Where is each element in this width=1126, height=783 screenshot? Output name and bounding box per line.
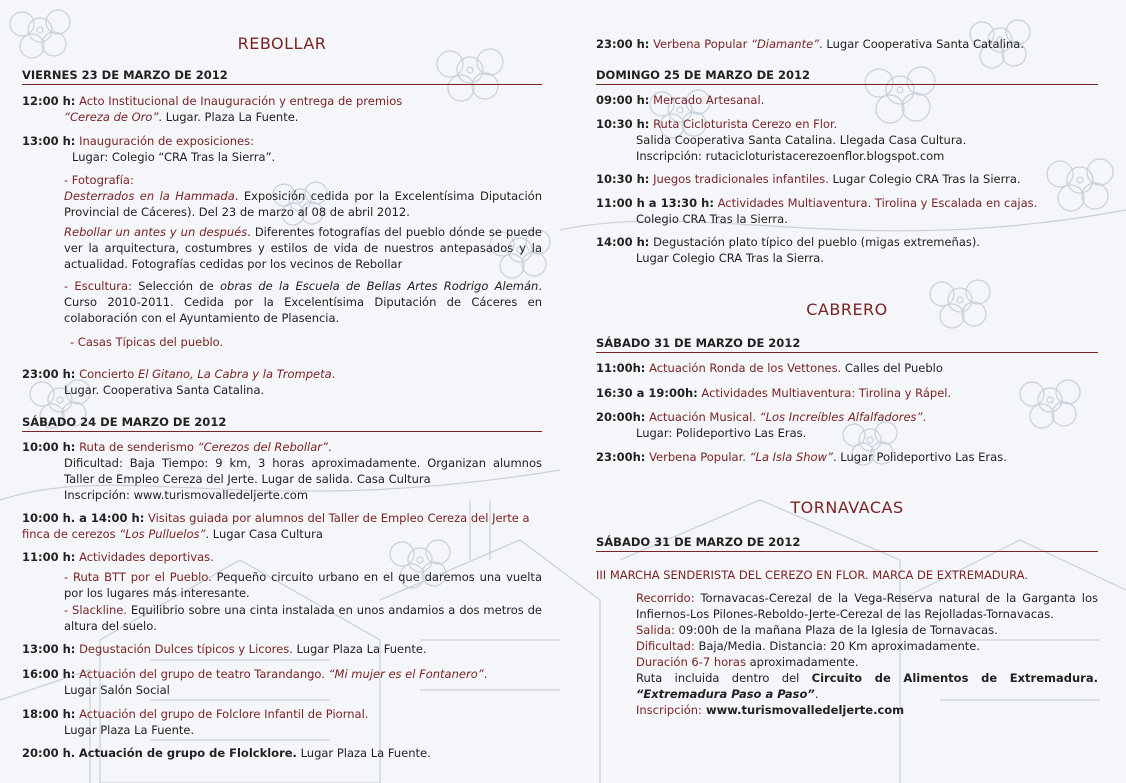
- event-title: Concierto: [79, 367, 138, 381]
- event-time: 18:00 h:: [22, 707, 76, 721]
- event-1030-cycling: [596, 116, 1098, 164]
- event-subtitle: “Mi mujer es el Fontanero”: [328, 667, 484, 681]
- duration-text: aproximadamente.: [745, 655, 859, 669]
- departure-text: 09:00h de la mañana Plaza de la Iglesia de Tornavacas.: [674, 623, 998, 637]
- event-title: Juegos tradicionales infantiles.: [653, 172, 829, 186]
- event-title: Actividades Multiaventura: Tirolina y Rápel.: [701, 386, 952, 400]
- event-time: 12:00 h:: [22, 94, 76, 108]
- event-time: 23:00 h:: [22, 367, 76, 381]
- event-subtitle: “Cereza de Oro”: [64, 110, 159, 124]
- sculpture-desc: . Curso 2010-2011. Cedida por la Excelentísima Diputación de Cáceres en colaboración con el Ayuntamiento de Plasencia.: [64, 279, 542, 325]
- event-place: Lugar Plaza La Fuente.: [292, 642, 427, 656]
- event-1400-tasting: [596, 234, 1098, 266]
- circuit-slogan: “Extremadura Paso a Paso”: [636, 687, 815, 701]
- event-title: Degustación plato típico del pueblo (migas extremeñas).: [653, 235, 981, 249]
- march-details: [636, 590, 1098, 718]
- route-label: Recorrido:: [636, 591, 695, 605]
- event-place: Calles del Pueblo: [841, 361, 943, 375]
- event-place: Colegio CRA Tras la Sierra.: [636, 212, 788, 226]
- event-registration: Inscripción: www.turismovalledeljerte.com: [64, 488, 309, 502]
- march-route: [636, 590, 1098, 622]
- town-title-tornavacas: TORNAVACAS: [790, 498, 904, 517]
- event-1600-theatre: [22, 666, 542, 698]
- photo-exhibition: [64, 172, 542, 272]
- photo-title-2: Rebollar un antes y un después: [64, 225, 248, 239]
- btt-label: - Ruta BTT por el Pueblo.: [64, 570, 212, 584]
- event-title: Ruta Cicloturista Cerezo en Flor.: [653, 117, 838, 131]
- event-route: Salida Cooperativa Santa Catalina. Llegada Casa Cultura.: [636, 133, 967, 147]
- event-subtitle: “Diamante”: [750, 37, 820, 51]
- event-place: . Lugar Casa Cultura: [205, 527, 323, 541]
- event-2000-music: [596, 409, 1098, 441]
- event-0900-market: [596, 92, 1098, 108]
- date-heading-sunday: DOMINGO 25 DE MARZO DE 2012: [596, 68, 1098, 85]
- town-title-rebollar: REBOLLAR: [237, 34, 327, 53]
- event-title: Mercado Artesanal.: [653, 93, 765, 107]
- march-registration: [636, 702, 1098, 718]
- event-punct: .: [922, 410, 927, 424]
- circuit-text: Ruta incluida dentro del: [636, 671, 812, 685]
- event-1100-multiadventure: [596, 195, 1098, 227]
- event-time: 09:00 h:: [596, 93, 650, 107]
- event-title: Inauguración de exposiciones:: [79, 134, 254, 148]
- event-2300-verbena: [596, 36, 1098, 52]
- circuit-name: Circuito de Alimentos de Extremadura.: [811, 671, 1098, 685]
- event-title: Verbena Popular: [653, 37, 751, 51]
- event-time: 23:00h:: [596, 450, 646, 464]
- sculpture-exhibition: [64, 278, 542, 326]
- event-1200: [22, 93, 542, 125]
- event-1000-visits: [22, 510, 542, 542]
- registration-url[interactable]: www.turismovalledeljerte.com: [701, 703, 905, 717]
- event-time: 20:00 h.: [22, 746, 76, 760]
- event-place: Lugar. Cooperativa Santa Catalina.: [64, 383, 265, 397]
- event-time: 16:30 a 19:00h:: [596, 386, 698, 400]
- event-time: 10:00 h. a 14:00 h:: [22, 511, 145, 525]
- event-time: 11:00 h a 13:30 h:: [596, 196, 714, 210]
- event-title: Actividades deportivas.: [79, 550, 214, 564]
- event-1800-folklore: [22, 706, 542, 738]
- event-title: Ruta de senderismo: [79, 440, 198, 454]
- event-time: 14:00 h:: [596, 235, 650, 249]
- event-time: 16:00 h:: [22, 667, 76, 681]
- registration-label: Inscripción:: [636, 703, 702, 717]
- event-time: 10:00 h:: [22, 440, 76, 454]
- event-1300-sweets: [22, 641, 542, 657]
- event-1100-ronda: [596, 360, 1098, 376]
- event-place: Lugar Colegio CRA Tras la Sierra.: [828, 172, 1021, 186]
- departure-label: Salida:: [636, 623, 675, 637]
- event-time: 10:30 h:: [596, 172, 650, 186]
- sculpture-works: obras de la Escuela de Bellas Artes Rodrigo Alemán: [219, 279, 539, 293]
- event-punct: .: [331, 367, 336, 381]
- event-title: Visitas guiada por alumnos del Taller de Empleo Cereza del Jerte a finca de cerezos: [22, 511, 530, 541]
- date-heading-cabrero: SÁBADO 31 DE MARZO DE 2012: [596, 336, 1098, 353]
- event-1300: [22, 133, 542, 165]
- slackline-desc: Equilibrio sobre una cinta instalada en unos andamios a dos metros de altura del suelo.: [64, 603, 542, 633]
- event-time: 20:00h:: [596, 410, 646, 424]
- event-2000-folklore: [22, 745, 542, 761]
- event-1630-multiadventure: [596, 385, 1098, 401]
- slackline: [64, 602, 542, 634]
- difficulty-label: Dificultad:: [636, 639, 695, 653]
- event-punct: .: [327, 440, 332, 454]
- event-place: Lugar Salón Social: [64, 683, 170, 697]
- typical-houses: - Casas Típicas del pueblo.: [70, 335, 224, 349]
- march-difficulty: [636, 638, 1098, 654]
- event-subtitle: “Cerezos del Rebollar”: [197, 440, 328, 454]
- event-place: . Lugar Polideportivo Las Eras.: [832, 450, 1007, 464]
- event-punct: .: [483, 667, 488, 681]
- event-title: Verbena Popular.: [649, 450, 750, 464]
- event-subtitle: “La Isla Show”: [749, 450, 833, 464]
- hiking-march-title: III MARCHA SENDERISTA DEL CEREZO EN FLOR. MARCA DE EXTREMADURA.: [596, 568, 1028, 582]
- btt-route: [64, 569, 542, 601]
- event-title: Acto Institucional de Inauguración y entrega de premios: [79, 94, 403, 108]
- event-title: Actuación del grupo de teatro Tarandango.: [79, 667, 329, 681]
- event-place: . Lugar. Plaza La Fuente.: [158, 110, 299, 124]
- photo-title-1: Desterrados en la Hammada: [64, 189, 235, 203]
- event-title: Actuación de grupo de Flolcklore.: [78, 746, 297, 760]
- slackline-label: - Slackline.: [64, 603, 127, 617]
- photo-desc-2: . Diferentes fotografías del pueblo dónde se puede ver la arquitectura, costumbres y estilos de vida de nuestros antepasados y la actualidad. Fotografías cedidas por los vecinos de Rebollar: [64, 225, 542, 271]
- circuit-punct: .: [814, 687, 819, 701]
- event-1030-games: [596, 171, 1098, 187]
- sculpture-text: Selección de: [131, 279, 220, 293]
- event-place: Lugar Colegio CRA Tras la Sierra.: [636, 251, 825, 265]
- march-departure: [636, 622, 1098, 638]
- event-registration: Inscripción: rutacicloturistacerezoenflor.blogspot.com: [636, 149, 945, 163]
- event-title: Actuación Ronda de los Vettones.: [649, 361, 842, 375]
- event-time: 11:00h:: [596, 361, 646, 375]
- event-place: Lugar: Colegio “CRA Tras la Sierra”.: [72, 150, 276, 164]
- event-1000-hiking: [22, 439, 542, 503]
- event-title: Actuación Musical.: [649, 410, 760, 424]
- event-place: Lugar: Polideportivo Las Eras.: [636, 426, 807, 440]
- event-place: Lugar Plaza La Fuente.: [64, 723, 195, 737]
- event-title: Degustación Dulces típicos y Licores.: [79, 642, 293, 656]
- photo-label: - Fotografía:: [64, 173, 134, 187]
- event-subtitle: El Gitano, La Cabra y la Trompeta: [137, 367, 332, 381]
- event-subtitle: “Los Increíbles Alfalfadores”: [759, 410, 923, 424]
- route-text: Tornavacas-Cerezal de la Vega-Reserva natural de la Garganta los Infiernos-Los Pilones-Reboldo-Jerte-Cerezal de las Rejolladas-Tornavacas.: [636, 591, 1098, 621]
- event-1100-sports: [22, 549, 542, 565]
- date-heading-friday: VIERNES 23 DE MARZO DE 2012: [22, 68, 542, 85]
- event-title: Actividades Multiaventura. Tirolina y Escalada en cajas.: [717, 196, 1038, 210]
- date-heading-tornavacas: SÁBADO 31 DE MARZO DE 2012: [596, 535, 1098, 552]
- event-time: 23:00 h:: [596, 37, 650, 51]
- event-time: 11:00 h:: [22, 550, 76, 564]
- event-time: 13:00 h:: [22, 642, 76, 656]
- event-place: . Lugar Cooperativa Santa Catalina.: [819, 37, 1024, 51]
- march-circuit: [636, 670, 1098, 702]
- btt-desc: Pequeño circuito urbano en el que daremos una vuelta por los lugares más interesante.: [64, 570, 542, 600]
- march-duration: [636, 654, 1098, 670]
- event-time: 10:30 h:: [596, 117, 650, 131]
- event-subtitle: “Los Pulluelos”: [119, 527, 206, 541]
- photo-desc-1: . Exposición cedida por la Excelentísima Diputación Provincial de Cáceres). Del 23 de marzo al 08 de abril 2012.: [64, 189, 543, 219]
- town-title-cabrero: CABRERO: [806, 300, 888, 319]
- sculpture-label: - Escultura:: [64, 279, 132, 293]
- event-time: 13:00 h:: [22, 134, 76, 148]
- difficulty-text: Baja/Media. Distancia: 20 Km aproximadamente.: [694, 639, 980, 653]
- event-place: Lugar Plaza La Fuente.: [296, 746, 431, 760]
- date-heading-saturday: SÁBADO 24 DE MARZO DE 2012: [22, 415, 542, 432]
- event-title: Actuación del grupo de Folclore Infantil de Piornal.: [79, 707, 369, 721]
- event-2300-verbena-cabrero: [596, 449, 1098, 465]
- event-2300-concert: [22, 366, 542, 398]
- duration-label: Duración 6-7 horas: [636, 655, 746, 669]
- event-description: Dificultad: Baja Tiempo: 9 km, 3 horas aproximadamente. Organizan alumnos Taller de Empleo Cereza del Jerte. Lugar de salida. Casa Cultura: [64, 456, 542, 486]
